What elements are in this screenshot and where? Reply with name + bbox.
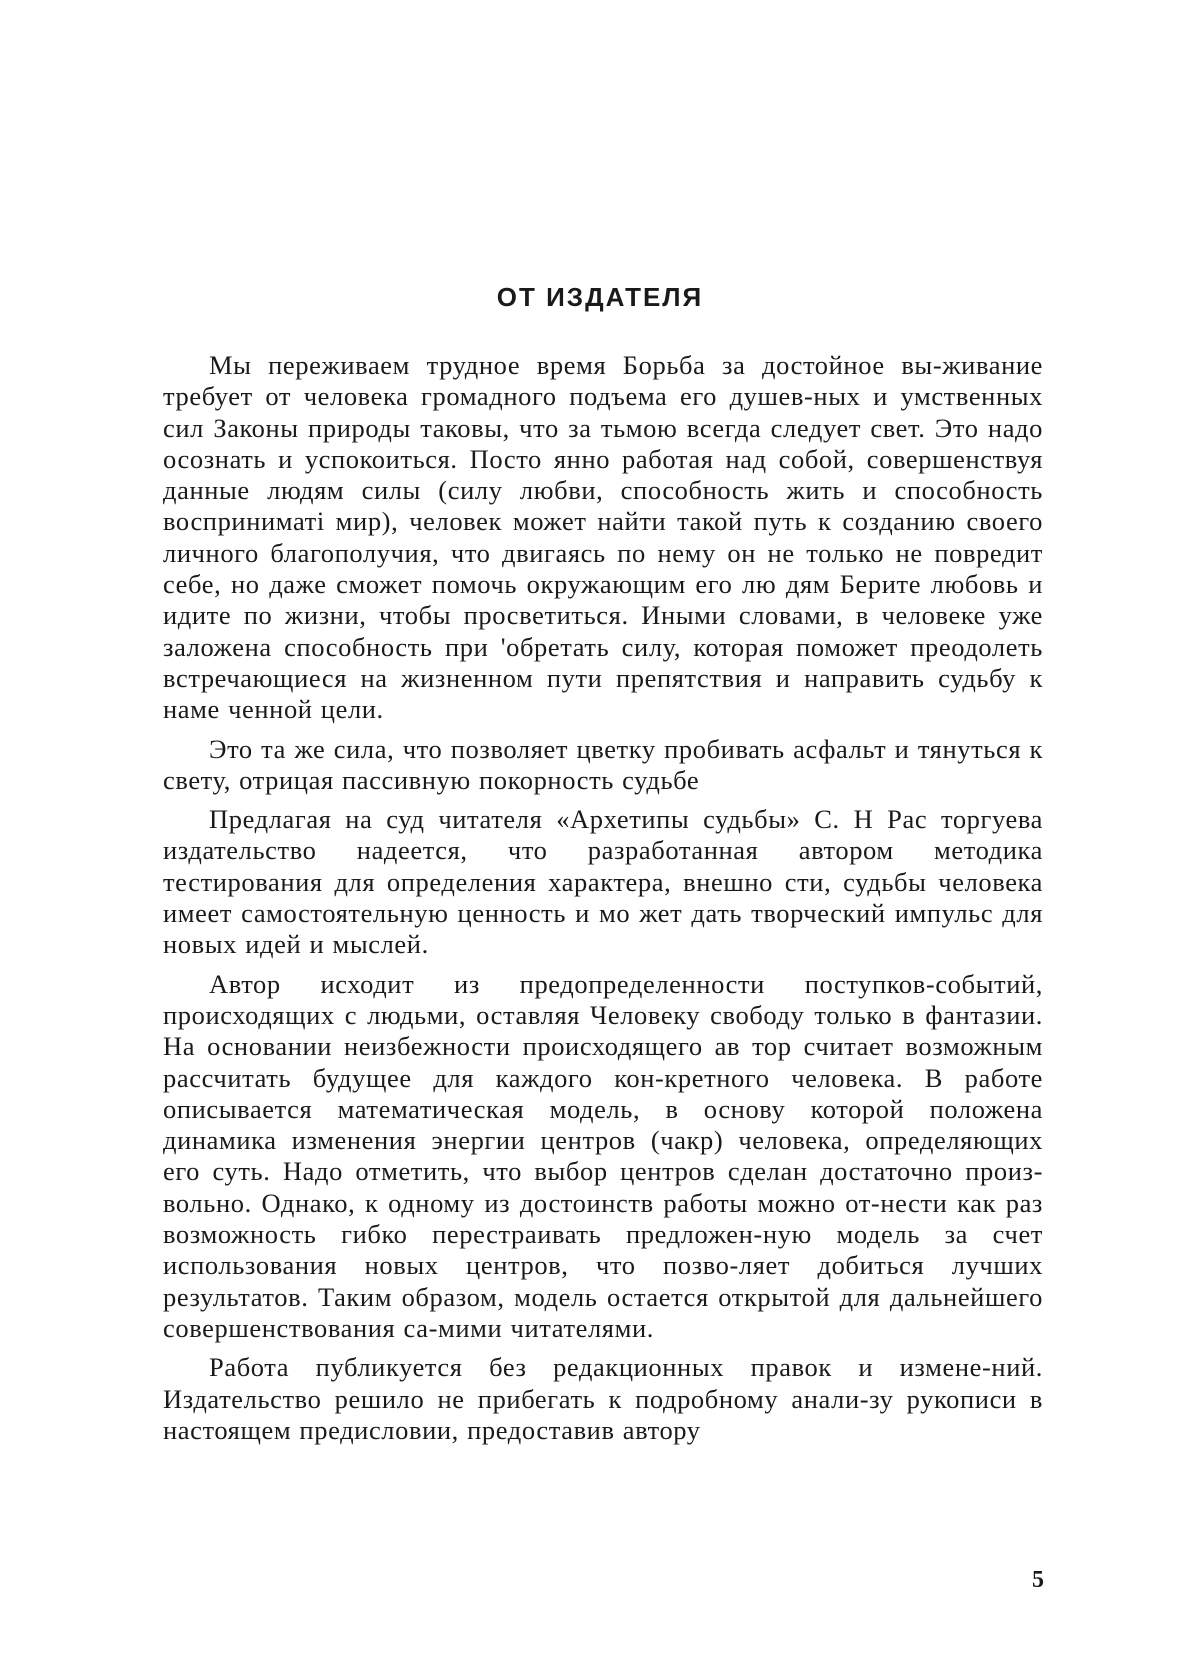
paragraph-4: Автор исходит из предопределенности поступков-событий, происходящих с людьми, оставляя Человеку свободу только в фантазии. На основании неизбежности происходящего ав тор считает возможным рассчитать будущее для каждого кон-кретного человека. В работе описывается математическая модель, в основу которой положена динамика изменения энергии центров (чакр) человека, определяющих его суть. Надо отметить, что выбор центров сделан достаточно произ-вольно. Однако, к одному из достоинств работы можно от-нести как раз возможность гибко перестраивать предложен-ную модель за счет использования новых центров, что позво-ляет добиться лучших результатов. Таким образом, модель остается открытой для дальнейшего совершенствования са-мими читателями. bbox=[163, 968, 1043, 1343]
body-text bbox=[163, 350, 1043, 1454]
paragraph-3: Предлагая на суд читателя «Архетипы судьбы» С. Н Рас торгуева издательство надеется, что разработанная автором методика тестирования для определения характера, внешно сти, судьбы человека имеет самостоятельную ценность и мо жет дать творческий импульс для новых идей и мыслей. bbox=[163, 804, 1043, 960]
paragraph-5: Работа публикуется без редакционных правок и измене-ний. Издательство решило не прибегать к подробному анали-зу рукописи в настоящем предисловии, предоставив автору bbox=[163, 1352, 1043, 1445]
page-title: ОТ ИЗДАТЕЛЯ bbox=[496, 282, 704, 312]
paragraph-1: Мы переживаем трудное время Борьба за достойное вы-живание требует от человека громадного подъема его душев-ных и умственных сил Законы природы таковы, что за тьмою всегда следует свет. Это надо осознать и успокоиться. Посто янно работая над собой, совершенствуя данные людям силы (силу любви, способность жить и способность восприниматі мир), человек может найти такой путь к созданию своего личного благополучия, что двигаясь по нему он не только не повредит себе, но даже сможет помочь окружающим его лю дям Берите любовь и идите по жизни, чтобы просветиться. Иными словами, в человеке уже заложена способность при 'обретать силу, которая поможет преодолеть встречающиеся на жизненном пути препятствия и направить судьбу к наме ченной цели. bbox=[163, 350, 1043, 725]
page-number: 5 bbox=[1032, 1567, 1044, 1593]
paragraph-2: Это та же сила, что позволяет цветку пробивать асфальт и тянуться к свету, отрицая пассивную покорность судьбе bbox=[163, 733, 1043, 795]
